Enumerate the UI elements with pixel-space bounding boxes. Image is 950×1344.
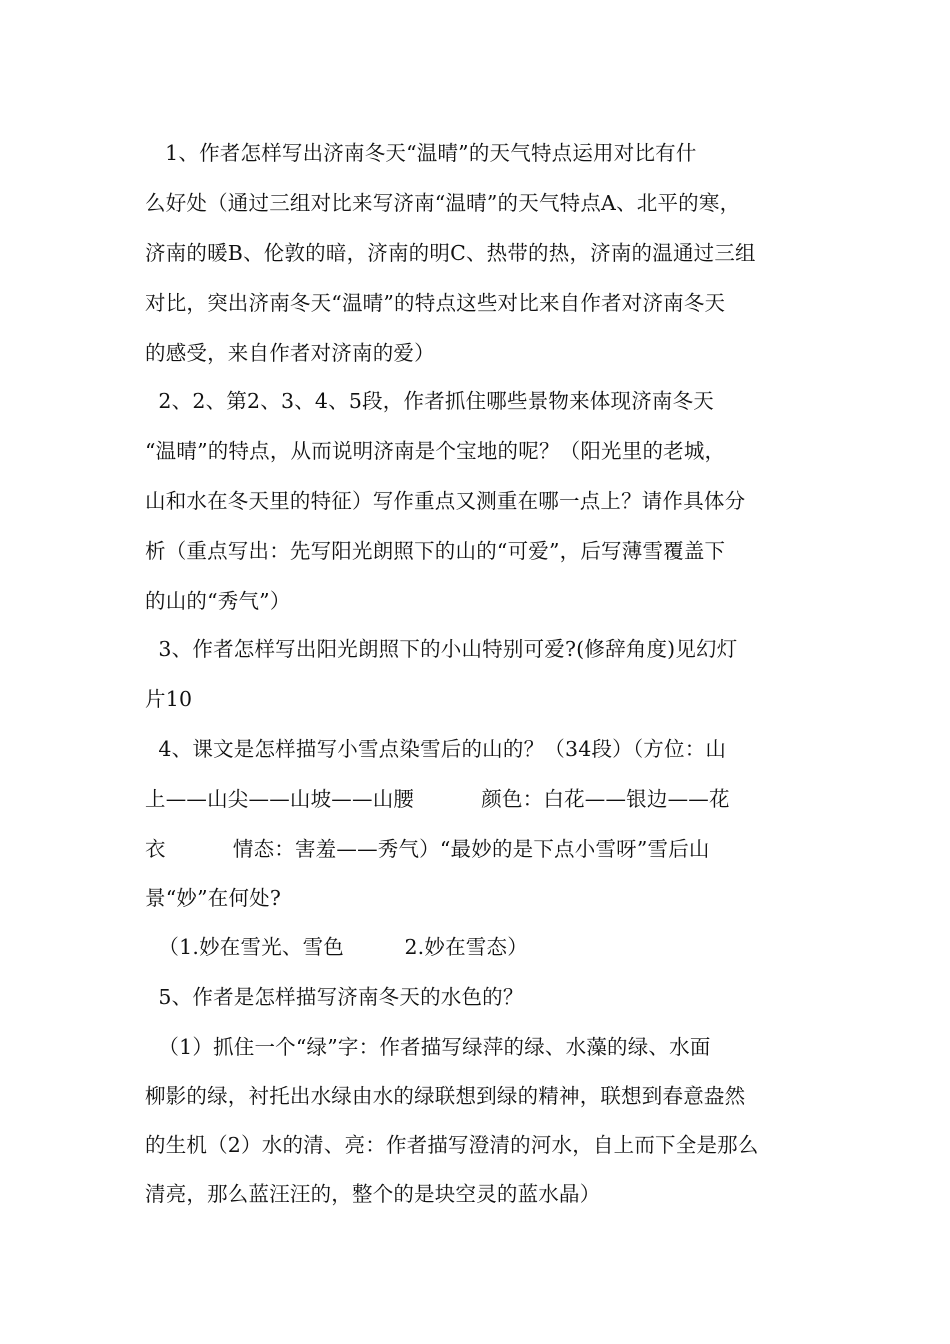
paragraph-3-line-1: 3、作者怎样写出阳光朗照下的小山特别可爱?(修辞角度)见幻灯 xyxy=(145,637,738,661)
paragraph-7-line-3: 的生机（2）水的清、亮：作者描写澄清的河水，自上而下全是那么 xyxy=(145,1133,759,1157)
paragraph-1-line-3: 济南的暖B、伦敦的暗，济南的明C、热带的热，济南的温通过三组 xyxy=(145,241,756,265)
paragraph-2-line-3: 山和水在冬天里的特征）写作重点又测重在哪一点上？请作具体分 xyxy=(145,489,746,513)
paragraph-1-line-4: 对比，突出济南冬天“温晴”的特点这些对比来自作者对济南冬天 xyxy=(145,291,726,315)
paragraph-4-line-2: 上——山尖——山坡——山腰 颜色：白花——银边——花 xyxy=(145,787,730,811)
paragraph-2-line-4: 析（重点写出：先写阳光朗照下的山的“可爱”，后写薄雪覆盖下 xyxy=(145,539,726,563)
paragraph-7-line-1: （1）抓住一个“绿”字：作者描写绿萍的绿、水藻的绿、水面 xyxy=(145,1035,711,1059)
paragraph-7-line-4: 清亮，那么蓝汪汪的，整个的是块空灵的蓝水晶） xyxy=(145,1182,601,1206)
paragraph-4-line-4: 景“妙”在何处? xyxy=(145,886,282,910)
paragraph-3-line-2: 片10 xyxy=(145,687,193,711)
paragraph-2-line-2: “温晴”的特点，从而说明济南是个宝地的呢？（阳光里的老城， xyxy=(145,439,726,463)
paragraph-2-line-1: 2、2、第2、3、4、5段，作者抓住哪些景物来体现济南冬天 xyxy=(145,389,714,413)
paragraph-4-line-3: 衣 情态：害羞——秀气）“最妙的是下点小雪呀”雪后山 xyxy=(145,837,710,861)
paragraph-5-line-1: （1.妙在雪光、雪色 2.妙在雪态） xyxy=(145,935,528,959)
paragraph-2-line-5: 的山的“秀气”） xyxy=(145,589,291,613)
paragraph-1-line-2: 么好处（通过三组对比来写济南“温晴”的天气特点A、北平的寒， xyxy=(145,191,741,215)
paragraph-1-line-1: 1、作者怎样写出济南冬天“温晴”的天气特点运用对比有什 xyxy=(145,141,697,165)
paragraph-6-line-1: 5、作者是怎样描写济南冬天的水色的？ xyxy=(145,985,524,1009)
paragraph-1-line-5: 的感受，来自作者对济南的爱） xyxy=(145,341,435,365)
paragraph-4-line-1: 4、课文是怎样描写小雪点染雪后的山的？（34段）（方位：山 xyxy=(145,737,727,761)
paragraph-7-line-2: 柳影的绿，衬托出水绿由水的绿联想到绿的精神，联想到春意盎然 xyxy=(145,1084,746,1108)
